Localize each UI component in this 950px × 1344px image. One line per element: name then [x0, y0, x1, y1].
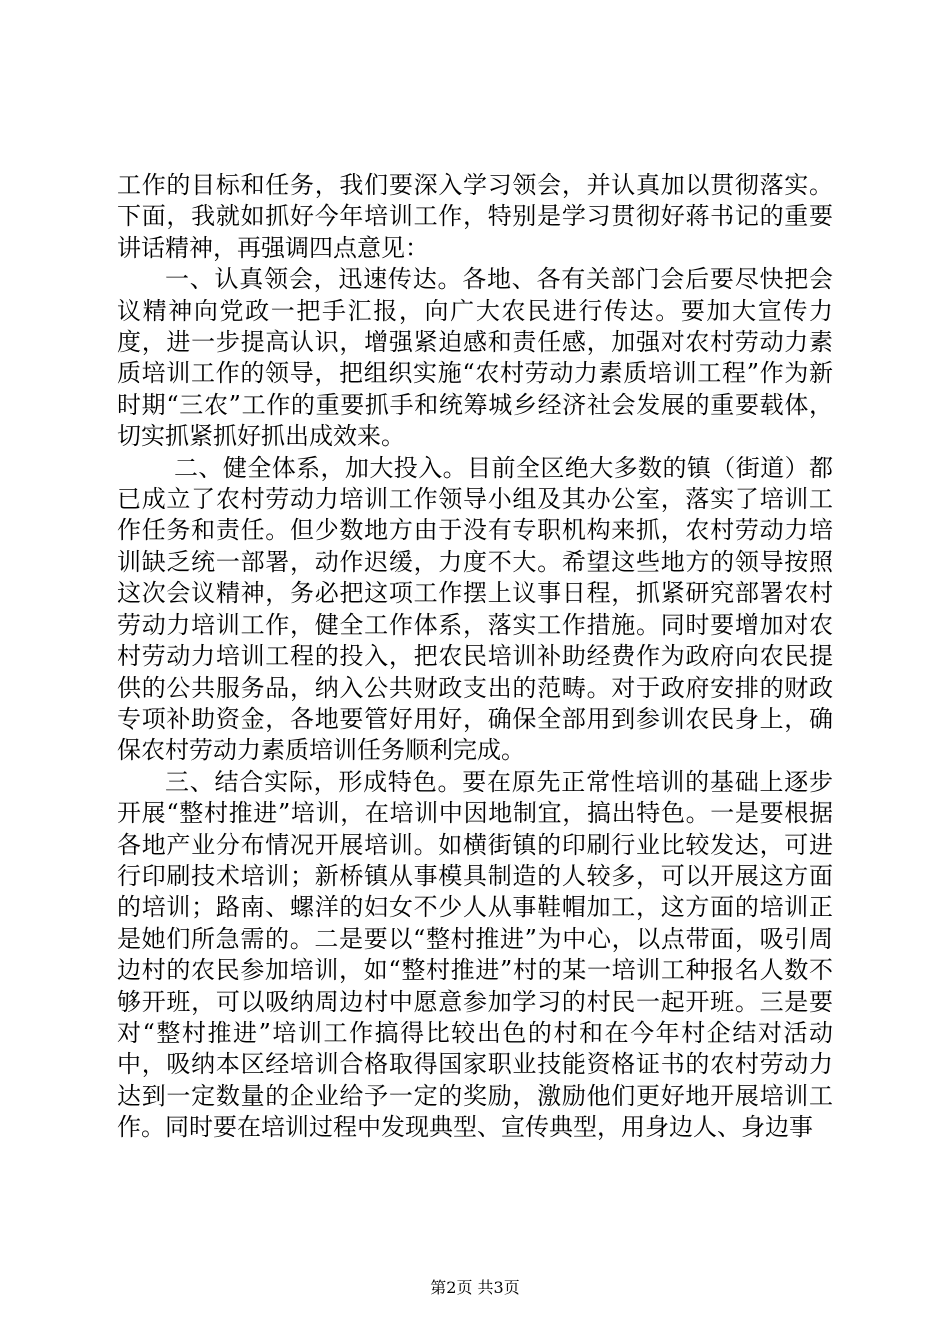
- paragraph-point-one: 一、认真领会，迅速传达。各地、各有关部门会后要尽快把会议精神向党政一把手汇报，向广大农民进行传达。要加大宣传力度，进一步提高认识，增强紧迫感和责任感，加强对农村劳动力素质培训工作的领导，把组织实施“农村劳动力素质培训工程”作为新时期“三农”工作的重要抓手和统筹城乡经济社会发展的重要载体，切实抓紧抓好抓出成效来。: [117, 265, 833, 451]
- document-body: [117, 170, 833, 1144]
- paragraph-continuation: 工作的目标和任务，我们要深入学习领会，并认真加以贯彻落实。下面，我就如抓好今年培训工作，特别是学习贯彻好蒋书记的重要讲话精神，再强调四点意见：: [117, 171, 833, 262]
- paragraph-point-three: 三、结合实际，形成特色。要在原先正常性培训的基础上逐步开展“整村推进”培训，在培训中因地制宜，搞出特色。一是要根据各地产业分布情况开展培训。如横街镇的印刷行业比较发达，可进行印刷技术培训；新桥镇从事模具制造的人较多，可以开展这方面的培训；路南、螺洋的妇女不少人从事鞋帽加工，这方面的培训正是她们所急需的。二是要以“整村推进”为中心，以点带面，吸引周边村的农民参加培训，如“整村推进”村的某一培训工种报名人数不够开班，可以吸纳周边村中愿意参加学习的村民一起开班。三是要对“整村推进”培训工作搞得比较出色的村和在今年村企结对活动中，吸纳本区经培训合格取得国家职业技能资格证书的农村劳动力达到一定数量的企业给予一定的奖励，激励他们更好地开展培训工作。同时要在培训过程中发现典型、宣传典型，用身边人、身边事: [117, 767, 833, 1142]
- page-number-footer: 第2页 共3页: [430, 1278, 520, 1297]
- paragraph-point-two: 二、健全体系，加大投入。目前全区绝大多数的镇（街道）都已成立了农村劳动力培训工作领导小组及其办公室，落实了培训工作任务和责任。但少数地方由于没有专职机构来抓，农村劳动力培训缺乏统一部署，动作迟缓，力度不大。希望这些地方的领导按照这次会议精神，务必把这项工作摆上议事日程，抓紧研究部署农村劳动力培训工作，健全工作体系，落实工作措施。同时要增加对农村劳动力培训工程的投入，把农民培训补助经费作为政府向农民提供的公共服务品，纳入公共财政支出的范畴。对于政府安排的财政专项补助资金，各地要管好用好，确保全部用到参训农民身上，确保农村劳动力素质培训任务顺利完成。: [117, 453, 833, 765]
